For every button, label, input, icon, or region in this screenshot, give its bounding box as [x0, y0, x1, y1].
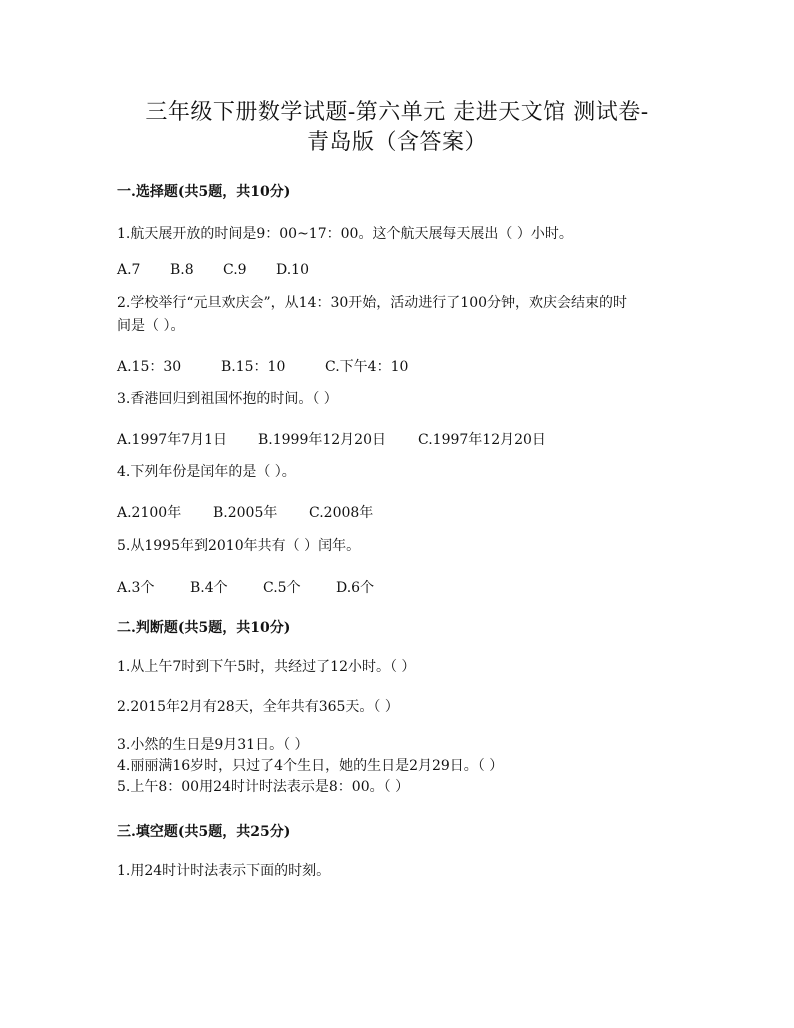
document-title-line2: 青岛版（含答案）	[306, 130, 487, 155]
section-heading-judgment: 二.判断题(共5题，共10分)	[117, 620, 291, 636]
choice-question-2-line1: 2.学校举行“元旦欢庆会”，从14：30开始，活动进行了100分钟，欢庆会结束的时	[117, 295, 628, 311]
choice-question-1-options	[117, 262, 309, 278]
judgment-question-1: 1.从上午7时到下午5时，共经过了12小时。（ ）	[117, 659, 416, 675]
option-b: B.15：10	[221, 359, 286, 375]
choice-question-2-options	[117, 356, 408, 376]
judgment-question-2: 2.2015年2月有28天，全年共有365天。（ ）	[117, 699, 399, 715]
option-b: B.2005年	[213, 505, 278, 521]
option-c: C.9	[223, 262, 247, 278]
option-b: B.1999年12月20日	[258, 432, 386, 448]
option-c: C.5个	[263, 580, 301, 596]
option-a: A.2100年	[117, 505, 182, 521]
fill-in-question-1: 1.用24时计时法表示下面的时刻。	[117, 863, 331, 879]
judgment-question-3: 3.小然的生日是9月31日。（ ）	[117, 737, 309, 753]
option-d: D.10	[276, 262, 309, 278]
option-d: D.6个	[336, 580, 375, 596]
section-heading-choice: 一.选择题(共5题，共10分)	[117, 184, 291, 200]
option-a: A.3个	[117, 580, 155, 596]
choice-question-2-line2: 间是（ ）。	[117, 318, 185, 334]
option-c: C.2008年	[309, 505, 374, 521]
choice-question-5: 5.从1995年到2010年共有（ ）闰年。	[117, 538, 361, 554]
choice-question-3-options	[117, 429, 546, 449]
option-a: A.15：30	[117, 359, 182, 375]
choice-question-5-options	[117, 577, 374, 597]
choice-question-4-options	[117, 502, 373, 522]
option-b: B.4个	[190, 580, 228, 596]
judgment-question-5: 5.上午8：00用24时计时法表示是8：00。（ ）	[117, 779, 410, 795]
option-b: B.8	[170, 262, 194, 278]
document-title-line1: 三年级下册数学试题-第六单元 走进天文馆 测试卷-	[145, 100, 649, 125]
section-heading-fill-in: 三.填空题(共5题，共25分)	[117, 824, 291, 840]
choice-question-3: 3.香港回归到祖国怀抱的时间。（ ）	[117, 391, 338, 407]
option-c: C.下午4：10	[325, 359, 409, 375]
option-c: C.1997年12月20日	[418, 432, 546, 448]
option-a: A.1997年7月1日	[117, 432, 228, 448]
option-a: A.7	[117, 262, 141, 278]
judgment-question-4: 4.丽丽满16岁时，只过了4个生日，她的生日是2月29日。（ ）	[117, 758, 504, 774]
choice-question-1: 1.航天展开放的时间是9：00~17：00。这个航天展每天展出（ ）小时。	[117, 226, 573, 242]
choice-question-4: 4.下列年份是闰年的是（ ）。	[117, 464, 296, 480]
